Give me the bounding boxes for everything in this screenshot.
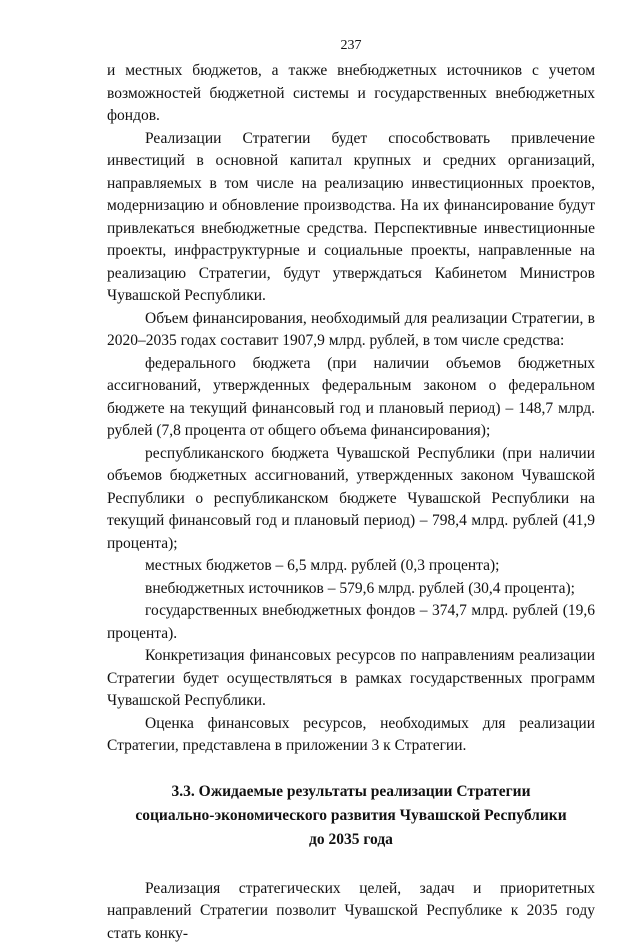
paragraph: Конкретизация финансовых ресурсов по направлениям реализации Стратегии будет осуществляться в рамках государственных программ Чувашской Республики. xyxy=(107,645,595,713)
document-page xyxy=(107,36,595,945)
paragraph: государственных внебюджетных фондов – 374,7 млрд. рублей (19,6 процента). xyxy=(107,600,595,645)
paragraph: местных бюджетов – 6,5 млрд. рублей (0,3 процента); xyxy=(107,555,595,578)
page-number: 237 xyxy=(107,36,595,56)
paragraph: внебюджетных источников – 579,6 млрд. рублей (30,4 процента); xyxy=(107,578,595,601)
paragraph: республиканского бюджета Чувашской Республики (при наличии объемов бюджетных ассигнований, утвержденных законом Чувашской Республики о республиканском бюджете Чувашской Республики на текущий финансовый год и плановый период) – 798,4 млрд. рублей (41,9 процента); xyxy=(107,443,595,556)
paragraph: Оценка финансовых ресурсов, необходимых для реализации Стратегии, представлена в приложении 3 к Стратегии. xyxy=(107,713,595,758)
section-heading-line: до 2035 года xyxy=(107,828,595,852)
body-text-bottom xyxy=(107,878,595,945)
section-heading xyxy=(107,780,595,852)
section-heading-line: 3.3. Ожидаемые результаты реализации Стратегии xyxy=(107,780,595,804)
paragraph: Реализация стратегических целей, задач и приоритетных направлений Стратегии позволит Чувашской Республике к 2035 году стать конку- xyxy=(107,878,595,945)
paragraph: и местных бюджетов, а также внебюджетных источников с учетом возможностей бюджетной системы и государственных внебюджетных фондов. xyxy=(107,60,595,128)
section-heading-line: социально-экономического развития Чувашской Республики xyxy=(107,804,595,828)
body-text-top xyxy=(107,60,595,758)
paragraph: федерального бюджета (при наличии объемов бюджетных ассигнований, утвержденных федеральным законом о федеральном бюджете на текущий финансовый год и плановый период) – 148,7 млрд. рублей (7,8 процента от общего объема финансирования); xyxy=(107,353,595,443)
paragraph: Объем финансирования, необходимый для реализации Стратегии, в 2020–2035 годах составит 1907,9 млрд. рублей, в том числе средства: xyxy=(107,308,595,353)
paragraph: Реализации Стратегии будет способствовать привлечение инвестиций в основной капитал крупных и средних организаций, направляемых в том числе на реализацию инвестиционных проектов, модернизацию и обновление производства. На их финансирование будут привлекаться внебюджетные средства. Перспективные инвестиционные проекты, инфраструктурные и социальные проекты, направленные на реализацию Стратегии, будут утверждаться Кабинетом Министров Чувашской Республики. xyxy=(107,128,595,308)
